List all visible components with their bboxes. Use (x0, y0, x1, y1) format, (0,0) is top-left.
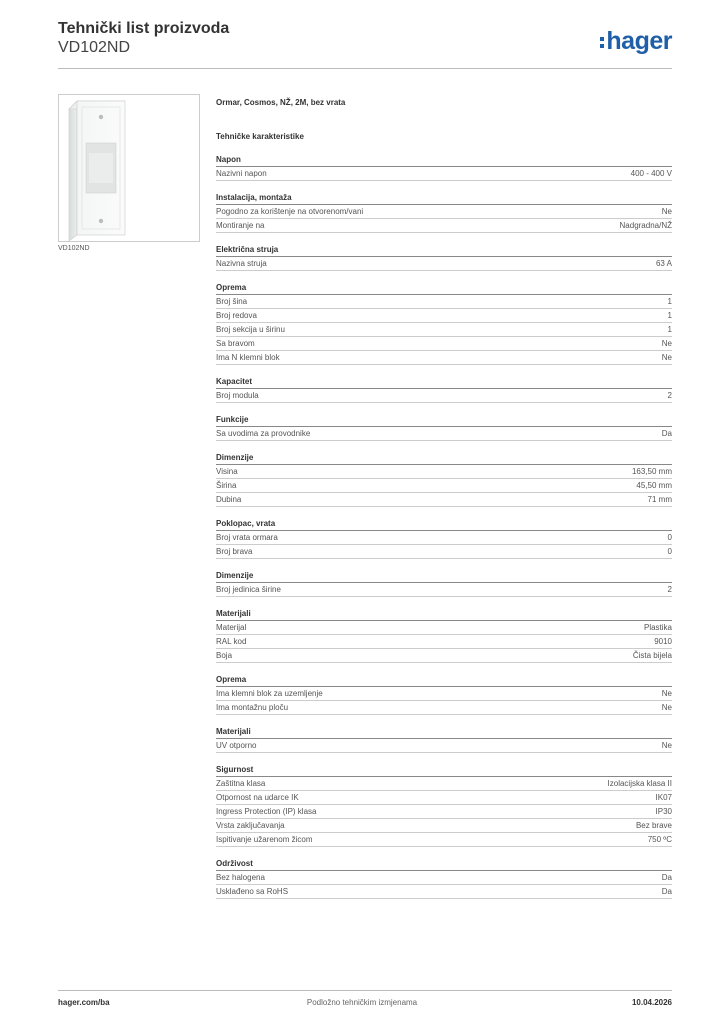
header-divider (58, 68, 672, 69)
characteristics-title: Tehničke karakteristike (216, 132, 304, 141)
logo-dots-icon (600, 34, 604, 51)
spec-value: Ne (661, 689, 672, 698)
spec-row (216, 295, 672, 309)
spec-label: Zaštitna klasa (216, 779, 266, 788)
spec-label: Broj redova (216, 311, 257, 320)
spec-group (216, 244, 672, 271)
spec-group (216, 282, 672, 365)
spec-group (216, 452, 672, 507)
spec-group (216, 764, 672, 847)
spec-label: Pogodno za korištenje na otvorenom/vani (216, 207, 364, 216)
spec-row (216, 389, 672, 403)
spec-label: Ima montažnu ploču (216, 703, 289, 712)
spec-value: 1 (667, 325, 672, 334)
spec-group (216, 570, 672, 597)
spec-label: Broj sekcija u širinu (216, 325, 285, 334)
spec-group-title: Održivost (216, 858, 672, 871)
product-image (58, 94, 200, 242)
spec-label: UV otporno (216, 741, 257, 750)
spec-value: 2 (667, 585, 672, 594)
spec-row (216, 791, 672, 805)
spec-value: Bez brave (635, 821, 672, 830)
spec-value: 45,50 mm (636, 481, 672, 490)
spec-label: Bez halogena (216, 873, 265, 882)
spec-value: Ne (661, 741, 672, 750)
spec-label: Usklađeno sa RoHS (216, 887, 289, 896)
spec-content (216, 97, 672, 899)
spec-row (216, 649, 672, 663)
spec-label: Sa uvodima za provodnike (216, 429, 311, 438)
spec-row (216, 493, 672, 507)
spec-value: 0 (667, 547, 672, 556)
enclosure-illustration-icon (59, 95, 199, 241)
spec-value: 0 (667, 533, 672, 542)
hager-logo (600, 27, 672, 56)
spec-group-title: Kapacitet (216, 376, 672, 389)
spec-row (216, 871, 672, 885)
spec-value: Da (661, 887, 672, 896)
spec-label: Nazivna struja (216, 259, 267, 268)
spec-value: Plastika (643, 623, 672, 632)
spec-value: Ne (661, 339, 672, 348)
spec-row (216, 427, 672, 441)
spec-label: Materijal (216, 623, 247, 632)
spec-label: Broj šina (216, 297, 248, 306)
spec-group-title: Sigurnost (216, 764, 672, 777)
spec-label: Boja (216, 651, 233, 660)
spec-value: Ne (661, 207, 672, 216)
spec-row (216, 583, 672, 597)
spec-label: Vrsta zaključavanja (216, 821, 285, 830)
spec-group-title: Materijali (216, 726, 672, 739)
spec-label: Ima klemni blok za uzemljenje (216, 689, 323, 698)
spec-group-title: Dimenzije (216, 452, 672, 465)
spec-row (216, 885, 672, 899)
logo-text: hager (606, 27, 672, 55)
spec-value: 2 (667, 391, 672, 400)
spec-group (216, 414, 672, 441)
spec-row (216, 819, 672, 833)
spec-value: 1 (667, 311, 672, 320)
spec-label: Broj vrata ormara (216, 533, 278, 542)
spec-value: 63 A (655, 259, 672, 268)
spec-value: IK07 (655, 793, 672, 802)
spec-row (216, 833, 672, 847)
spec-row (216, 635, 672, 649)
spec-value: Da (661, 429, 672, 438)
spec-row (216, 205, 672, 219)
spec-label: Ingress Protection (IP) klasa (216, 807, 317, 816)
spec-row (216, 167, 672, 181)
spec-label: Dubina (216, 495, 242, 504)
spec-label: Sa bravom (216, 339, 255, 348)
spec-label: Visina (216, 467, 238, 476)
spec-group-title: Oprema (216, 674, 672, 687)
footer-note: Podložno tehničkim izmjenama (306, 998, 418, 1007)
spec-row (216, 687, 672, 701)
spec-value: Ne (661, 353, 672, 362)
spec-label: Broj modula (216, 391, 259, 400)
footer-website: hager.com/ba (58, 998, 110, 1007)
spec-row (216, 545, 672, 559)
spec-row (216, 323, 672, 337)
spec-group (216, 376, 672, 403)
spec-label: Broj brava (216, 547, 253, 556)
spec-value: Ne (661, 703, 672, 712)
spec-label: Otpornost na udarce IK (216, 793, 299, 802)
spec-label: Montiranje na (216, 221, 265, 230)
spec-row (216, 701, 672, 715)
spec-group (216, 674, 672, 715)
spec-group (216, 192, 672, 233)
spec-row (216, 465, 672, 479)
spec-label: Ispitivanje užarenom žicom (216, 835, 313, 844)
spec-groups (216, 154, 672, 899)
spec-row (216, 805, 672, 819)
spec-value: Čista bijela (632, 651, 672, 660)
spec-value: 71 mm (647, 495, 672, 504)
footer-date: 10.04.2026 (631, 998, 672, 1007)
spec-group-title: Funkcije (216, 414, 672, 427)
spec-label: RAL kod (216, 637, 247, 646)
spec-value: IP30 (655, 807, 672, 816)
spec-group (216, 154, 672, 181)
spec-value: 163,50 mm (631, 467, 672, 476)
spec-group (216, 858, 672, 899)
spec-group-title: Instalacija, montaža (216, 192, 672, 205)
spec-group (216, 608, 672, 663)
spec-row (216, 351, 672, 365)
spec-group-title: Napon (216, 154, 672, 167)
spec-value: Izolacijska klasa II (607, 779, 672, 788)
product-code: VD102ND (58, 39, 131, 56)
spec-value: 400 - 400 V (630, 169, 672, 178)
spec-row (216, 621, 672, 635)
spec-row (216, 531, 672, 545)
spec-group (216, 518, 672, 559)
spec-group-title: Oprema (216, 282, 672, 295)
spec-label: Broj jedinica širine (216, 585, 281, 594)
spec-value: 9010 (654, 637, 672, 646)
spec-row (216, 309, 672, 323)
spec-value: 750 ºC (647, 835, 672, 844)
image-caption: VD102ND (58, 245, 90, 252)
spec-row (216, 337, 672, 351)
page-title: Tehnički list proizvoda (58, 20, 230, 37)
spec-value: Nadgradna/NŽ (619, 221, 672, 230)
spec-value: 1 (667, 297, 672, 306)
spec-value: Da (661, 873, 672, 882)
spec-row (216, 219, 672, 233)
spec-label: Ima N klemni blok (216, 353, 280, 362)
spec-group-title: Poklopac, vrata (216, 518, 672, 531)
spec-label: Širina (216, 481, 237, 490)
footer-divider (58, 990, 672, 991)
spec-group-title: Dimenzije (216, 570, 672, 583)
spec-label: Nazivni napon (216, 169, 267, 178)
spec-group-title: Električna struja (216, 244, 672, 257)
spec-row (216, 739, 672, 753)
spec-group (216, 726, 672, 753)
spec-row (216, 777, 672, 791)
spec-group-title: Materijali (216, 608, 672, 621)
spec-row (216, 257, 672, 271)
product-description: Ormar, Cosmos, NŽ, 2M, bez vrata (216, 98, 346, 107)
spec-row (216, 479, 672, 493)
